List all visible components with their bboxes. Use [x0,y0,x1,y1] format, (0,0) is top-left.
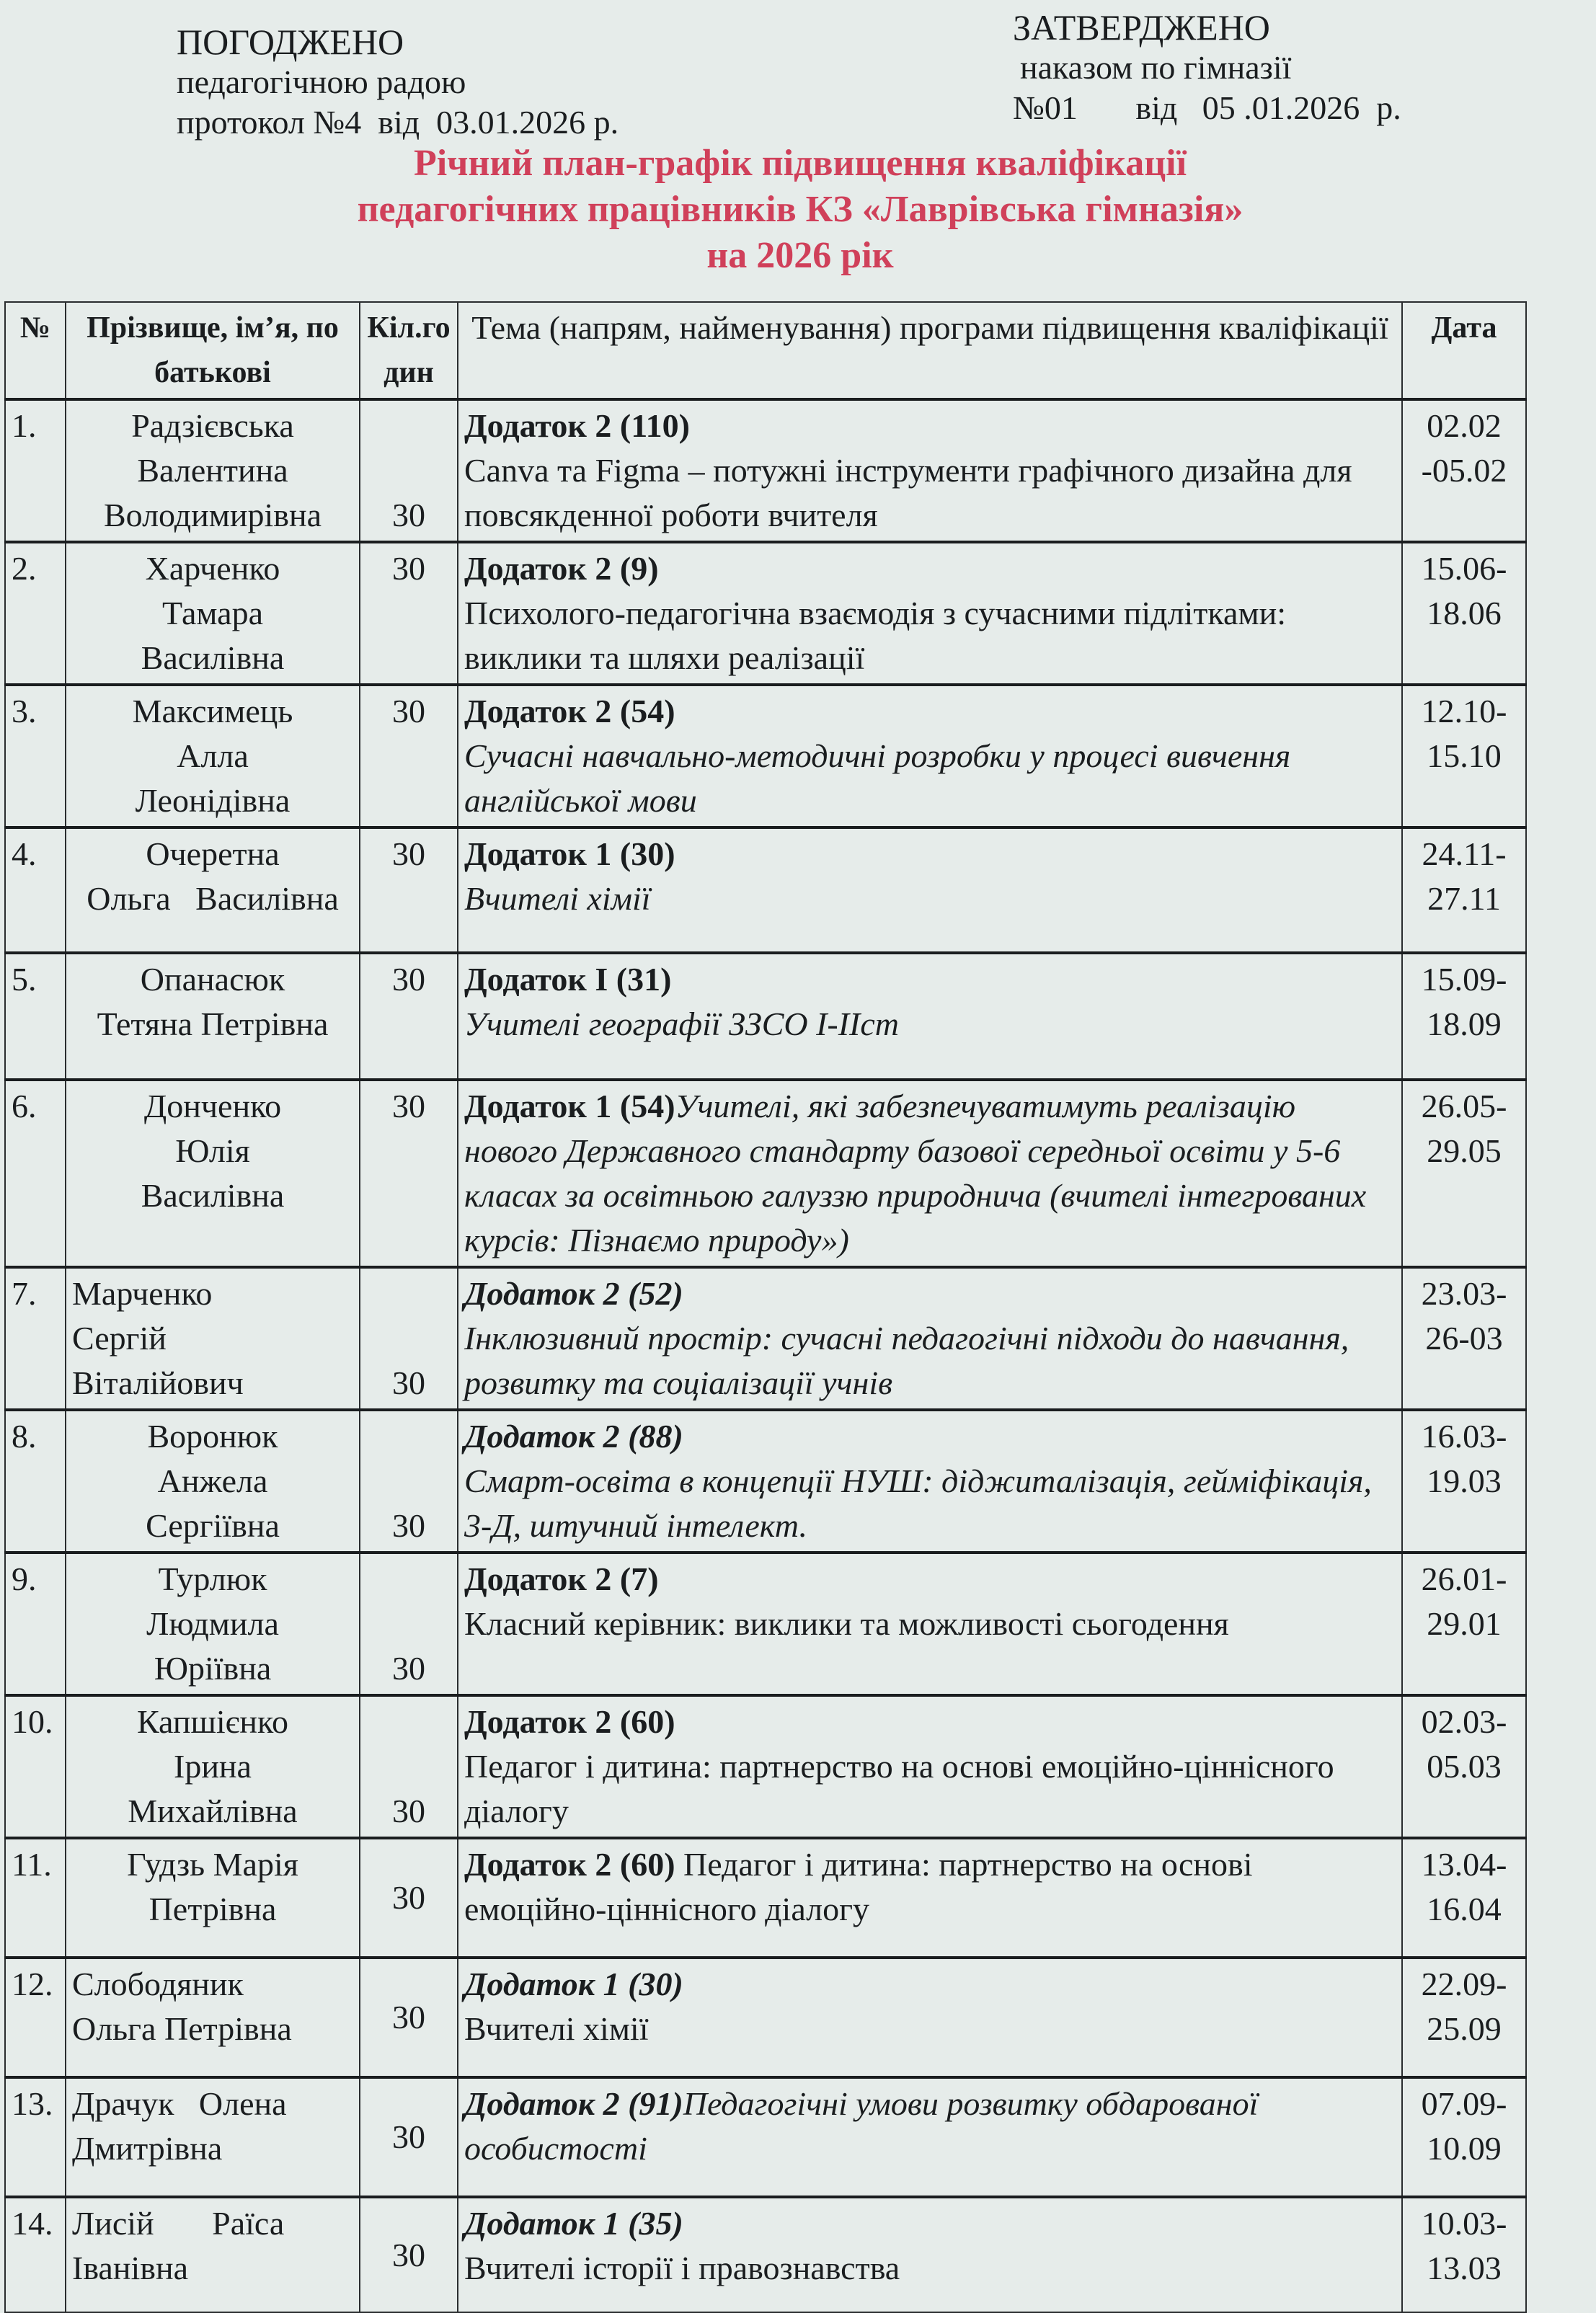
header-date: Дата [1402,302,1526,399]
program-addendum: Додаток 2 (91) [464,2085,683,2122]
row-number: 8. [5,1410,66,1553]
date-range: 15.09- 18.09 [1402,953,1526,1080]
teacher-name-line: Володимирівна [104,497,322,533]
teacher-name [66,1553,360,1695]
program-topic [458,399,1402,542]
title-line-2: педагогічних працівників КЗ «Лаврівська гімназія» [357,189,1243,230]
teacher-name-line: Михайлівна [128,1793,298,1829]
hours-count: 30 [360,1838,458,1958]
program-title: Психолого-педагогічна взаємодія з сучасними підлітками: виклики та шляхи реалізації [464,595,1286,676]
teacher-name-line: Лисій Раїса [72,2205,285,2242]
date-range: 26.05- 29.05 [1402,1080,1526,1267]
program-addendum: Додаток 2 (9) [464,550,659,587]
teacher-name-line: Гудзь Марія [127,1846,298,1883]
hours-count: 30 [360,399,458,542]
program-topic [458,827,1402,953]
program-topic [458,1553,1402,1695]
teacher-name-line: Алла [177,737,249,774]
teacher-name-line: Людмила [146,1605,279,1642]
row-number: 4. [5,827,66,953]
approval-block-approved [1013,7,1401,128]
date-range: 10.03- 13.03 [1402,2197,1526,2312]
program-addendum: Додаток 1 (30) [464,1966,683,2002]
program-addendum: Додаток 2 (110) [464,407,690,444]
row-number: 9. [5,1553,66,1695]
hours-count: 30 [360,1958,458,2077]
teacher-name-line: Василівна [141,1177,285,1214]
teacher-name [66,1267,360,1410]
row-number: 7. [5,1267,66,1410]
teacher-name-line: Радзієвська [131,407,294,444]
program-addendum: Додаток 2 (60) [464,1703,675,1740]
teacher-name-line: Тамара [162,595,263,631]
teacher-name-line: Ірина [174,1748,252,1785]
approval-block-agreed [177,22,619,143]
row-number: 6. [5,1080,66,1267]
date-range: 24.11- 27.11 [1402,827,1526,953]
table-row [5,542,1526,685]
hours-count: 30 [360,2197,458,2312]
program-topic [458,2197,1402,2312]
qualification-plan-table [4,301,1527,2313]
program-title: Інклюзивний простір: сучасні педагогічні підходи до навчання, розвитку та соціалізації учнів [464,1320,1349,1401]
teacher-name-line: Анжела [157,1462,268,1499]
program-title: Педагог і дитина: партнерство на основі емоційно-ціннісного діалогу [464,1748,1334,1829]
teacher-name-line: Очеретна [146,835,280,872]
row-number: 2. [5,542,66,685]
program-topic [458,542,1402,685]
program-topic [458,1838,1402,1958]
teacher-name [66,953,360,1080]
date-range: 26.01- 29.01 [1402,1553,1526,1695]
date-range: 16.03- 19.03 [1402,1410,1526,1553]
agreed-line-2: протокол №4 від 03.01.2026 р. [177,104,619,141]
teacher-name-line: Драчук Олена [72,2085,287,2122]
program-title: Педагог і дитина: партнерство на основі емоційно-ціннісного діалогу [464,1846,1253,1927]
program-topic [458,953,1402,1080]
header-name: Прізвище, ім’я, по батькові [66,302,360,399]
teacher-name-line: Леонідівна [135,782,291,819]
row-number: 13. [5,2077,66,2197]
teacher-name [66,1695,360,1838]
teacher-name [66,1958,360,2077]
program-title: Смарт-освіта в концепції НУШ: діджиталізація, гейміфікація, 3-Д, штучний інтелект. [464,1462,1372,1544]
date-range: 22.09- 25.09 [1402,1958,1526,2077]
table-row [5,953,1526,1080]
hours-count: 30 [360,1553,458,1695]
teacher-name-line: Воронюк [147,1418,278,1455]
title-line-1: Річний план-графік підвищення кваліфікації [413,143,1187,184]
hours-count: 30 [360,1695,458,1838]
date-range: 02.02 -05.02 [1402,399,1526,542]
table-row [5,1838,1526,1958]
table-row [5,1267,1526,1410]
program-topic [458,2077,1402,2197]
teacher-name [66,2197,360,2312]
table-row [5,2197,1526,2312]
table-row [5,827,1526,953]
teacher-name-line: Донченко [143,1088,282,1124]
teacher-name-line: Валентина [137,452,288,489]
row-number: 10. [5,1695,66,1838]
table-body [5,399,1526,2312]
teacher-name [66,2077,360,2197]
teacher-name-line: Іванівна [72,2250,188,2286]
document-title [216,141,1384,279]
teacher-name [66,685,360,827]
table-row [5,1080,1526,1267]
table-row [5,1410,1526,1553]
teacher-name-line: Сергіївна [146,1507,280,1544]
table-header-row [5,302,1526,399]
header-num: № [5,302,66,399]
hours-count: 30 [360,1267,458,1410]
teacher-name [66,1080,360,1267]
table-row [5,1553,1526,1695]
program-title: Класний керівник: виклики та можливості сьогодення [464,1605,1229,1642]
teacher-name [66,1410,360,1553]
row-number: 5. [5,953,66,1080]
date-range: 23.03- 26-03 [1402,1267,1526,1410]
hours-count: 30 [360,542,458,685]
teacher-name-line: Тетяна Петрівна [97,1005,329,1042]
teacher-name-line: Юріївна [154,1650,272,1687]
teacher-name-line: Ольга Петрівна [72,2010,292,2047]
program-addendum: Додаток 1 (35) [464,2205,683,2242]
table-row [5,399,1526,542]
hours-count: 30 [360,953,458,1080]
program-topic [458,685,1402,827]
table-row [5,1958,1526,2077]
row-number: 14. [5,2197,66,2312]
hours-count: 30 [360,827,458,953]
date-range: 13.04- 16.04 [1402,1838,1526,1958]
teacher-name-line: Марченко [72,1275,213,1312]
program-title: Canva та Figma – потужні інструменти графічного дизайна для повсякденної роботи вчителя [464,452,1352,533]
date-range: 07.09- 10.09 [1402,2077,1526,2197]
program-addendum: Додаток 2 (52) [464,1275,683,1312]
program-title: Вчителі хімії [464,880,651,917]
date-range: 15.06- 18.06 [1402,542,1526,685]
program-addendum: Додаток 1 (54) [464,1088,675,1124]
teacher-name [66,1838,360,1958]
row-number: 3. [5,685,66,827]
approved-line-2: №01 від 05 .01.2026 р. [1013,89,1401,126]
table-row [5,685,1526,827]
header-topic: Тема (напрям, найменування) програми підвищення кваліфікації [458,302,1402,399]
teacher-name-line: Віталійович [72,1364,244,1401]
program-addendum: Додаток 1 (30) [464,835,675,872]
program-topic [458,1695,1402,1838]
agreed-line-1: педагогічною радою [177,63,466,100]
hours-count: 30 [360,685,458,827]
hours-count: 30 [360,2077,458,2197]
row-number: 12. [5,1958,66,2077]
program-addendum: Додаток 2 (88) [464,1418,683,1455]
title-line-3: на 2026 рік [706,235,894,276]
program-topic [458,1080,1402,1267]
table-row [5,1695,1526,1838]
program-title: Учителі географії ЗЗСО І-ІІст [464,1005,900,1042]
date-range: 12.10- 15.10 [1402,685,1526,827]
table-row [5,2077,1526,2197]
teacher-name-line: Харченко [145,550,280,587]
teacher-name-line: Слободяник [72,1966,244,2002]
program-topic [458,1267,1402,1410]
teacher-name-line: Ольга Василівна [87,880,339,917]
teacher-name [66,399,360,542]
approved-heading: ЗАТВЕРДЖЕНО [1013,7,1270,48]
program-addendum: Додаток 2 (60) [464,1846,675,1883]
hours-count: 30 [360,1410,458,1553]
teacher-name-line: Максимець [132,693,293,729]
program-topic [458,1410,1402,1553]
program-addendum: Додаток 2 (54) [464,693,675,729]
agreed-heading: ПОГОДЖЕНО [177,22,404,62]
program-title: Вчителі історії і правознавства [464,2250,900,2286]
program-title: Вчителі хімії [464,2010,649,2047]
program-addendum: Додаток І (31) [464,961,672,998]
program-addendum: Додаток 2 (7) [464,1561,659,1597]
row-number: 11. [5,1838,66,1958]
teacher-name [66,542,360,685]
teacher-name-line: Юлія [175,1132,250,1169]
teacher-name-line: Василівна [141,639,285,676]
teacher-name [66,827,360,953]
program-title: Учителі, які забезпечуватимуть реалізацію нового Державного стандарту базової середньої освіти у 5-6 класах за освітньою галуззю природнича (вчителі інтегрованих курсів: Пізнаємо природу») [464,1088,1367,1258]
date-range: 02.03- 05.03 [1402,1695,1526,1838]
header-hours: Кіл.годин [360,302,458,399]
program-topic [458,1958,1402,2077]
program-title: Педагогічні умови розвитку обдарованої особистості [464,2085,1259,2167]
teacher-name-line: Сергій [72,1320,167,1357]
teacher-name-line: Капшієнко [136,1703,289,1740]
teacher-name-line: Дмитрівна [72,2130,223,2167]
program-title: Сучасні навчально-методичні розробки у процесі вивчення англійської мови [464,737,1291,819]
teacher-name-line: Петрівна [148,1891,277,1927]
teacher-name-line: Опанасюк [140,961,285,998]
teacher-name-line: Турлюк [158,1561,267,1597]
row-number: 1. [5,399,66,542]
hours-count: 30 [360,1080,458,1267]
approved-line-1: наказом по гімназії [1020,49,1292,86]
